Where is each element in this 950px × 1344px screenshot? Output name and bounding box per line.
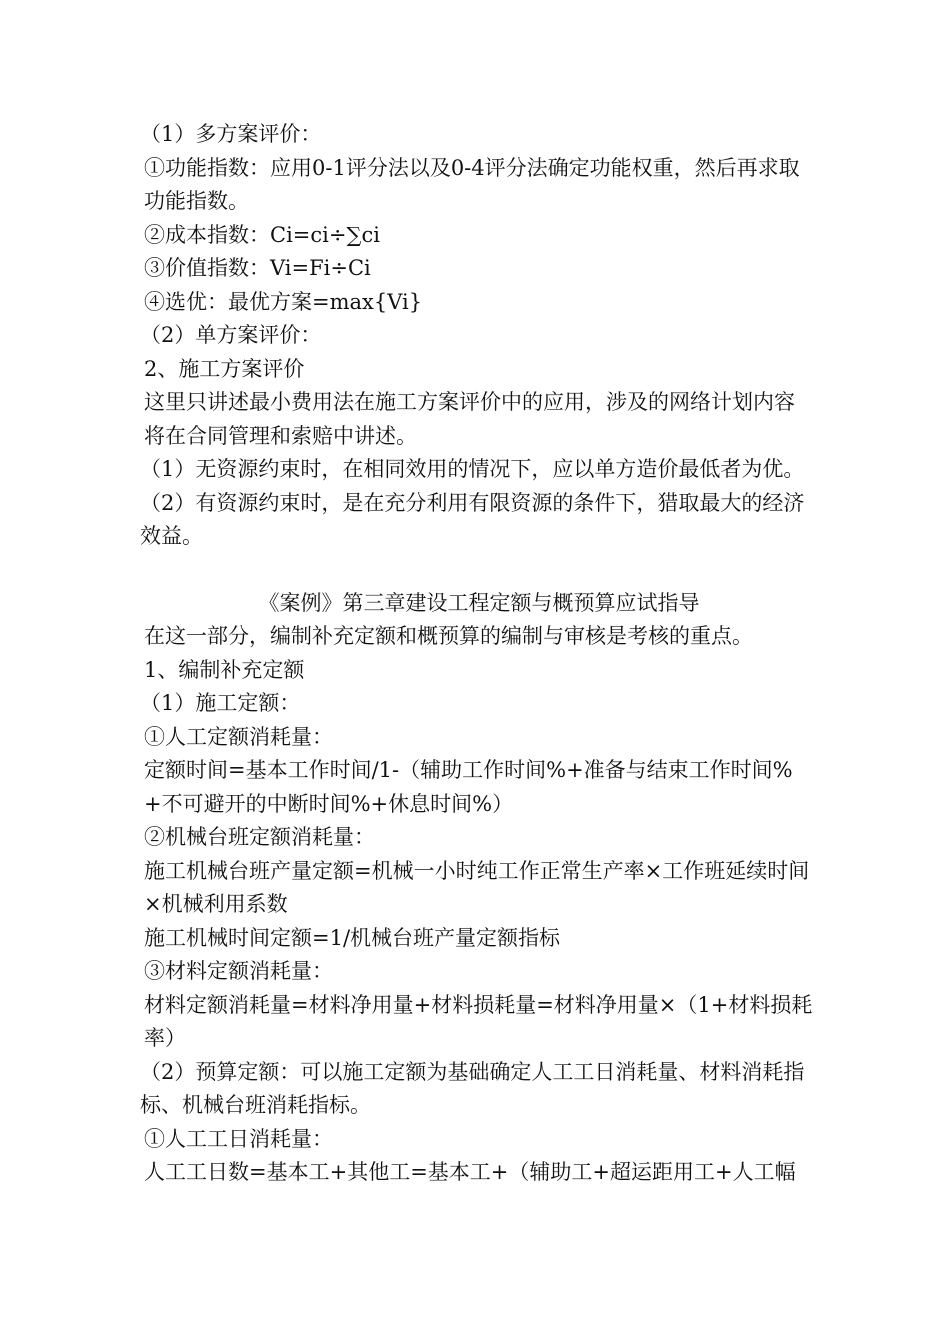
paragraph-machine-time-formula: 施工机械时间定额=1/机械台班产量定额指标 [144,925,561,950]
paragraph-quota-time-formula: 定额时间=基本工作时间/1-（辅助工作时间%+准备与结束工作时间%+不可避开的中断时间%+休息时间%） [144,758,793,816]
paragraph-no-resource-constraint: （1）无资源约束时，在相同效用的情况下，应以单方造价最低者为优。 [140,457,805,481]
paragraph-value-index: ③价值指数：Vi=Fi÷Ci [144,256,371,280]
paragraph-labor-quota: ①人工定额消耗量： [144,724,333,749]
paragraph-select-best: ④选优：最优方案=max{Vi} [144,289,423,314]
blank-line [144,554,814,587]
paragraph-machine-quota: ②机械台班定额消耗量： [144,825,375,849]
paragraph-labor-workday-formula: 人工工日数=基本工+其他工=基本工+（辅助工+超运距用工+人工幅 [144,1160,796,1184]
paragraph-focus: 在这一部分，编制补充定额和概预算的编制与审核是考核的重点。 [144,624,753,648]
paragraph-function-index: ①功能指数：应用0-1评分法以及0-4评分法确定功能权重，然后再求取功能指数。 [144,155,800,213]
paragraph-cost-index: ②成本指数：Ci=ci÷∑ci [144,222,380,247]
paragraph-multi-plan-evaluation: （1）多方案评价： [140,122,322,146]
paragraph-machine-output-formula: 施工机械台班产量定额=机械一小时纯工作正常生产率×工作班延续时间×机械利用系数 [144,858,810,916]
paragraph-labor-workday: ①人工工日消耗量： [144,1126,333,1151]
paragraph-material-formula: 材料定额消耗量=材料净用量+材料损耗量=材料净用量×（1+材料损耗率） [144,992,813,1050]
paragraph-single-plan-evaluation: （2）单方案评价： [140,323,322,347]
paragraph-budget-quota: （2）预算定额：可以施工定额为基础确定人工工日消耗量、材料消耗指标、机械台班消耗指标。 [140,1059,805,1117]
chapter-title: 《案例》第三章建设工程定额与概预算应试指导 [258,590,700,615]
paragraph-supplementary-quota-heading: 1、编制补充定额 [144,657,305,682]
paragraph-min-cost-method: 这里只讲述最小费用法在施工方案评价中的应用，涉及的网络计划内容将在合同管理和索赔中讲述。 [144,390,795,448]
paragraph-construction-plan-heading: 2、施工方案评价 [144,356,305,381]
paragraph-construction-quota: （1）施工定额： [140,691,301,715]
paragraph-resource-constraint: （2）有资源约束时，是在充分利用有限资源的条件下，猎取最大的经济效益。 [140,490,805,548]
paragraph-material-quota: ③材料定额消耗量： [144,959,333,983]
document-body [140,118,814,1190]
